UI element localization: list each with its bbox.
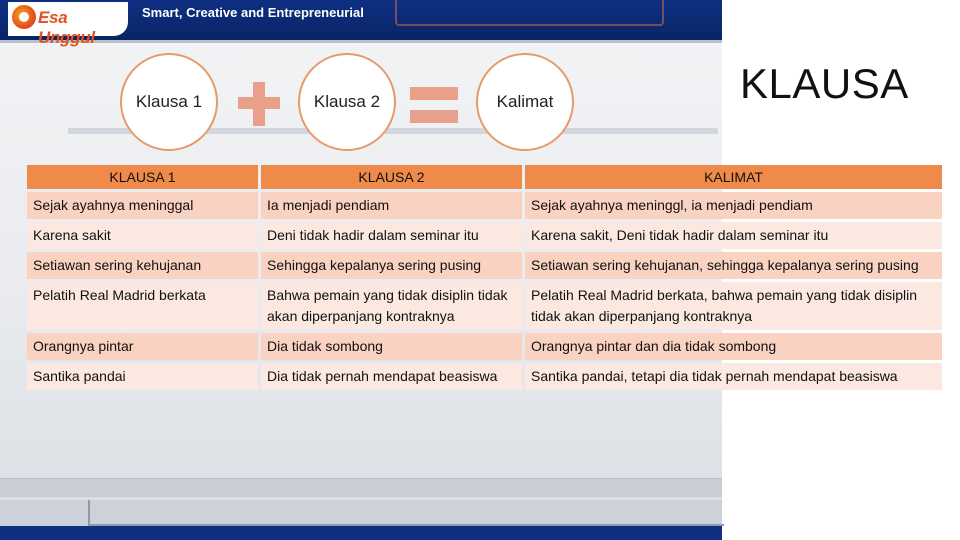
table-row bbox=[27, 363, 942, 390]
equals-icon bbox=[410, 110, 458, 123]
footer-band bbox=[0, 500, 722, 526]
cell-kalimat: Setiawan sering kehujanan, sehingga kepalanya sering pusing bbox=[525, 252, 942, 279]
university-logo bbox=[8, 2, 128, 47]
cell-klausa-2: Deni tidak hadir dalam seminar itu bbox=[261, 222, 522, 249]
circle-klausa-2 bbox=[298, 53, 396, 151]
circle-klausa-1-label: Klausa 1 bbox=[135, 92, 203, 111]
cell-kalimat: Karena sakit, Deni tidak hadir dalam seminar itu bbox=[525, 222, 942, 249]
cell-kalimat: Sejak ayahnya meninggl, ia menjadi pendiam bbox=[525, 192, 942, 219]
table-row bbox=[27, 282, 942, 330]
cell-kalimat: Orangnya pintar dan dia tidak sombong bbox=[525, 333, 942, 360]
cell-klausa-2: Ia menjadi pendiam bbox=[261, 192, 522, 219]
cell-klausa-2: Dia tidak pernah mendapat beasiswa bbox=[261, 363, 522, 390]
footer-strip bbox=[0, 478, 722, 497]
cell-klausa-1: Pelatih Real Madrid berkata bbox=[27, 282, 258, 330]
header-kalimat: KALIMAT bbox=[525, 165, 942, 189]
plus-icon bbox=[238, 97, 280, 109]
header-tagline: Smart, Creative and Entrepreneurial bbox=[142, 5, 364, 20]
table-row bbox=[27, 222, 942, 249]
circle-klausa-1 bbox=[120, 53, 218, 151]
cell-klausa-1: Karena sakit bbox=[27, 222, 258, 249]
logo-emblem-icon bbox=[12, 5, 36, 29]
circle-kalimat bbox=[476, 53, 574, 151]
header-decor-frame bbox=[395, 0, 664, 26]
cell-klausa-1: Santika pandai bbox=[27, 363, 258, 390]
equals-icon-top bbox=[410, 87, 458, 100]
circle-klausa-2-label: Klausa 2 bbox=[313, 92, 381, 111]
klausa-table bbox=[24, 162, 945, 393]
slide-title: KLAUSA bbox=[740, 60, 909, 107]
footer-bar bbox=[0, 526, 722, 540]
table-row bbox=[27, 252, 942, 279]
cell-klausa-2: Bahwa pemain yang tidak disiplin tidak akan diperpanjang kontraknya bbox=[261, 282, 522, 330]
table-row bbox=[27, 333, 942, 360]
cell-kalimat: Santika pandai, tetapi dia tidak pernah mendapat beasiswa bbox=[525, 363, 942, 390]
cell-kalimat: Pelatih Real Madrid berkata, bahwa pemain yang tidak disiplin tidak akan diperpanjang kontraknya bbox=[525, 282, 942, 330]
cell-klausa-1: Orangnya pintar bbox=[27, 333, 258, 360]
header-bar bbox=[0, 0, 722, 47]
circle-kalimat-label: Kalimat bbox=[496, 92, 554, 111]
cell-klausa-1: Setiawan sering kehujanan bbox=[27, 252, 258, 279]
table-header-row bbox=[27, 165, 942, 189]
cell-klausa-1: Sejak ayahnya meninggal bbox=[27, 192, 258, 219]
header-klausa-2: KLAUSA 2 bbox=[261, 165, 522, 189]
cell-klausa-2: Dia tidak sombong bbox=[261, 333, 522, 360]
header-klausa-1: KLAUSA 1 bbox=[27, 165, 258, 189]
logo-text: Esa Unggul bbox=[38, 8, 95, 47]
cell-klausa-2: Sehingga kepalanya sering pusing bbox=[261, 252, 522, 279]
table-row bbox=[27, 192, 942, 219]
footer-frame bbox=[88, 500, 724, 526]
